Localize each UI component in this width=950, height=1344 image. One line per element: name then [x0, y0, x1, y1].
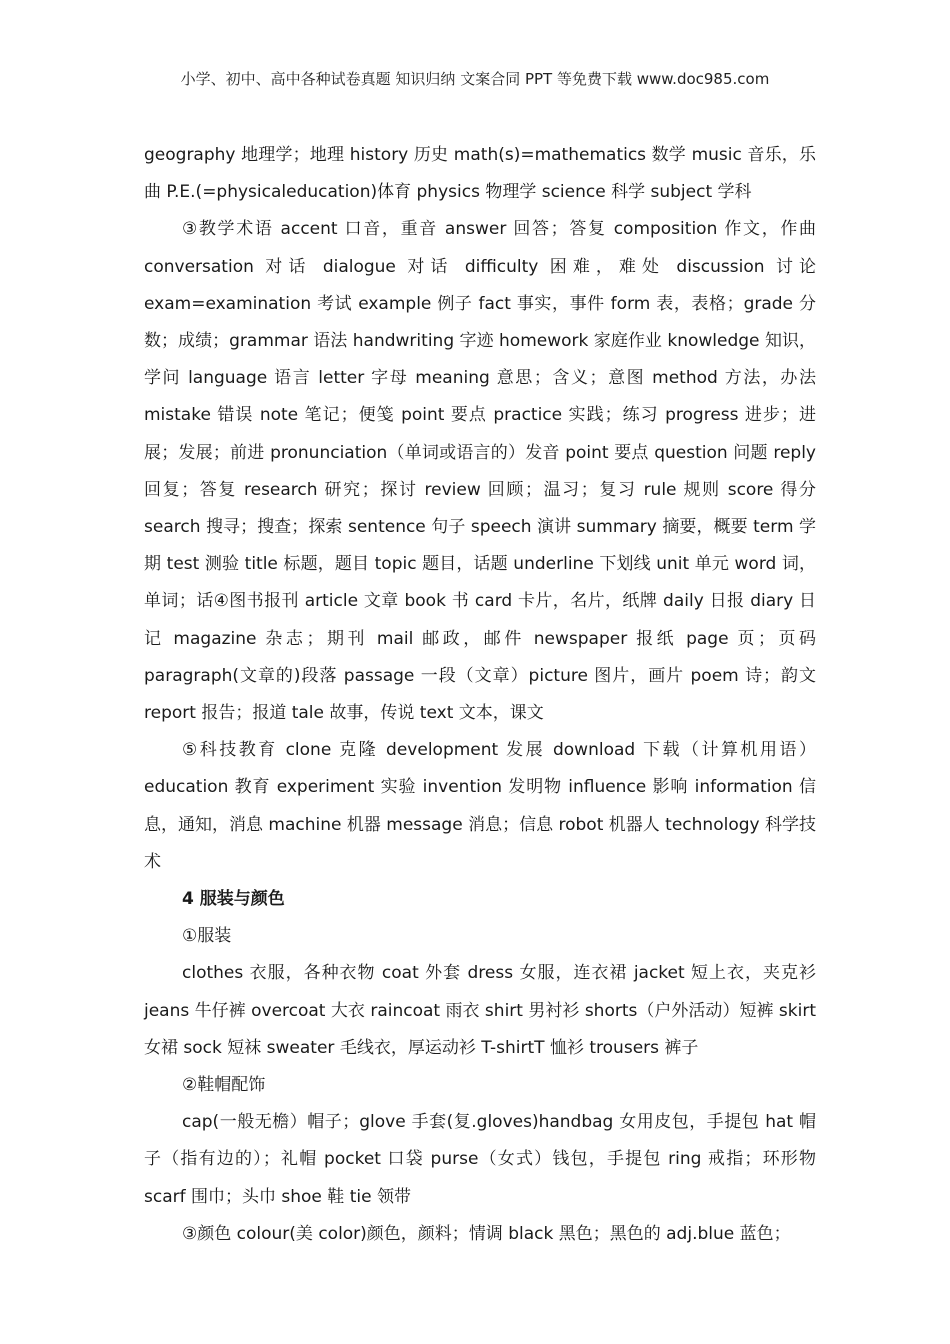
subheading-clothing: ①服装	[182, 926, 232, 947]
paragraph-accessories: cap(一般无檐）帽子；glove 手套(复.gloves)handbag 女用皮包，手提包 hat 帽子（指有边的）；礼帽 pocket 口袋 purse（女式）钱包，手提包 ring 戒指；环形物 scarf 围巾；头巾 shoe 鞋 tie 领带	[144, 1112, 816, 1207]
paragraph-teaching-terms: ③教学术语 accent 口音，重音 answer 回答；答复 composition 作文，作曲 conversation 对话 dialogue 对话 difficulty 困难，难处 discussion 讨论 exam=examination 考试 example 例子 fact 事实，事件 form 表，表格；grade 分数；成绩；grammar 语法 handwriting 字迹 homework 家庭作业 knowledge 知识，学问 language 语言 letter 字母 meaning 意思；含义；意图 method 方法，办法 mistake 错误 note 笔记；便笺 point 要点 practice 实践；练习 progress 进步；进展；发展；前进 pronunciation（单词或语言的）发音 point 要点 question 问题 reply 回复；答复 research 研究；探讨 review 回顾；温习；复习 rule 规则 score 得分 search 搜寻；搜查；探索 sentence 句子 speech 演讲 summary 摘要，概要 term 学期 test 测验 title 标题，题目 topic 题目，话题 underline 下划线 unit 单元 word 词，单词；话④图书报刊 article 文章 book 书 card 卡片，名片，纸牌 daily 日报 diary 日记 magazine 杂志；期刊 mail 邮政，邮件 newspaper 报纸 page 页；页码 paragraph(文章的)段落 passage 一段（文章）picture 图片，画片 poem 诗；韵文 report 报告；报道 tale 故事，传说 text 文本，课文	[144, 219, 816, 724]
page-header: 小学、初中、高中各种试卷真题 知识归纳 文案合同 PPT 等免费下载 www.doc985.com	[180, 70, 770, 88]
paragraph-clothing: clothes 衣服，各种衣物 coat 外套 dress 女服，连衣裙 jacket 短上衣，夹克衫 jeans 牛仔裤 overcoat 大衣 raincoat 雨衣 shirt 男衬衫 shorts（户外活动）短裤 skirt 女裙 sock 短袜 sweater 毛线衣，厚运动衫 T-shirtT 恤衫 trousers 裤子	[144, 963, 816, 1058]
document-body	[144, 137, 816, 1253]
section-heading-clothing-colors: 4 服装与颜色	[182, 889, 285, 910]
paragraph-subjects: geography 地理学；地理 history 历史 math(s)=mathematics 数学 music 音乐，乐曲 P.E.(=physicaleducation)体育 physics 物理学 science 科学 subject 学科	[144, 145, 816, 203]
paragraph-colors: ③颜色 colour(美 color)颜色，颜料；情调 black 黑色；黑色的 adj.blue 蓝色；	[182, 1223, 791, 1244]
paragraph-science-education: ⑤科技教育 clone 克隆 development 发展 download 下载（计算机用语）education 教育 experiment 实验 invention 发明物 influence 影响 information 信息，通知，消息 machine 机器 message 消息；信息 robot 机器人 technology 科学技术	[144, 740, 816, 872]
subheading-accessories: ②鞋帽配饰	[182, 1075, 266, 1096]
